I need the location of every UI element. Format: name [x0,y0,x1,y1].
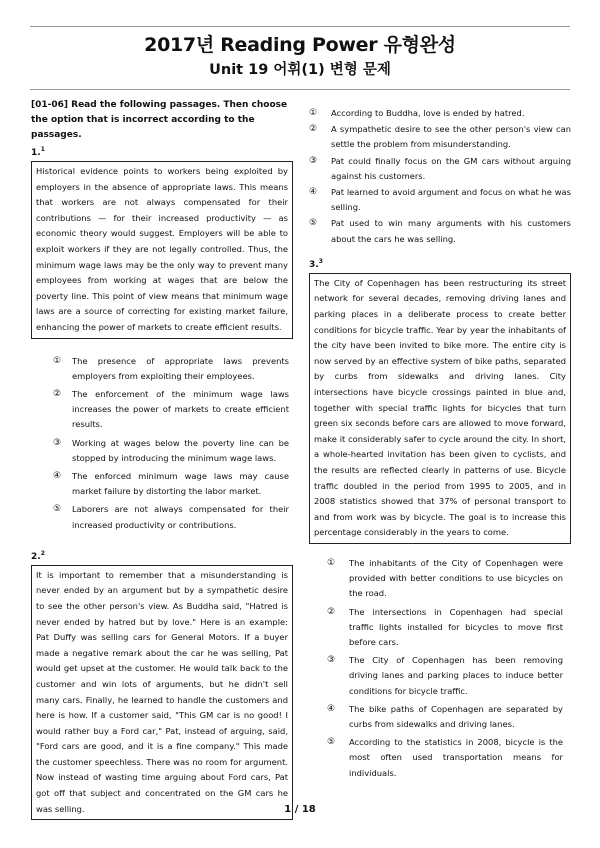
option-marker: ⑤ [53,504,62,515]
option-marker: ② [327,606,336,617]
option-marker: ③ [327,655,336,666]
option-text: Working at wages below the poverty line can be stopped by introducing the minimum wage laws. [72,437,289,463]
question-1-number [31,143,293,160]
right-column [309,106,571,784]
question-3-label: 3. [309,259,319,270]
option-text: The City of Copenhagen has been removing driving lanes and parking places to induce better conditions for bicycle traffic. [349,655,563,696]
option-marker: ③ [53,437,62,448]
option-marker: ④ [327,703,336,714]
option-text: According to Buddha, love is ended by hatred. [331,108,525,118]
option-text: The bike paths of Copenhagen are separated by curbs from sidewalks and driving lanes. [349,703,563,729]
option-text: The enforcement of the minimum wage laws increases the power of markets to create efficient results. [72,388,289,430]
option-text: The enforced minimum wage laws may cause market failure by distorting the labor market. [72,470,289,497]
question-3-passage: The City of Copenhagen has been restructuring its street network for several decades, removing driving lanes and parking places in a deliberate process to create better conditions for bicycle traffic. Year by year the inhabitants of the city have been invited to bike more. The entire city is now served by an effective system of bike paths, separated by curbs from sidewalks and driving lanes. City intersections have bicycle crossings painted in blue and, together with special traffic lights for bicycles that turn green six seconds before cars are allowed to move forward, make it considerably safer to cycle around the city. In short, a whole-hearted invitation has been given to cyclists, and the results are reflected clearly in patterns of use. Bicycle traffic doubled in the period from 1995 to 2005, and in 2008 statistics showed that 37% of personal transport to and from work was by bicycle. The goal is to increase this percentage considerably in the years to come. [309,273,571,544]
left-column [31,97,293,820]
option-text: According to the statistics in 2008, bicycle is the most often used transportation means for individuals. [349,737,563,778]
question-1-option-3[interactable] [53,436,289,466]
option-text: Pat learned to avoid argument and focus on what he was selling. [331,187,571,213]
question-2-footnote: 2 [40,549,45,557]
question-2-option-2[interactable] [309,122,571,152]
option-marker: ⑤ [309,218,318,229]
option-marker: ① [327,557,336,568]
question-3-option-1[interactable] [327,556,563,602]
question-2-option-5[interactable] [309,216,571,246]
page-number: 1 / 18 [284,804,316,815]
question-1-option-2[interactable] [53,387,289,433]
option-marker: ② [309,124,318,135]
question-3-option-4[interactable] [327,702,563,732]
page-title: 2017년 Reading Power 유형완성 [144,34,456,56]
question-3-options [327,556,563,781]
question-1-option-5[interactable] [53,502,289,532]
question-3-number [309,255,571,272]
instructions: [01-06] Read the following passages. Then choose the option that is incorrect according to the passages. [31,100,288,140]
header-top-rule [30,26,570,27]
header-bottom-rule [30,89,570,90]
question-1-footnote: 1 [40,146,45,153]
question-2-option-4[interactable] [309,185,571,215]
question-3-footnote: 3 [318,257,323,265]
question-2-options [309,106,571,247]
option-text: Pat used to win many arguments with his customers about the cars he was selling. [331,218,571,244]
question-3-option-5[interactable] [327,735,563,781]
option-marker: ① [309,108,318,118]
option-text: Laborers are not always compensated for their increased productivity or contributions. [72,504,289,530]
option-marker: ④ [309,187,318,198]
question-2-label: 2. [31,551,41,562]
question-3-option-2[interactable] [327,605,563,651]
option-marker: ③ [309,155,318,166]
option-marker: ② [53,388,62,399]
question-1-options [53,354,289,533]
option-marker: ① [53,355,62,366]
option-marker: ④ [53,470,62,481]
option-text: The inhabitants of the City of Copenhagen were provided with better conditions to use bicycles on the road. [349,557,563,599]
question-2-number [31,547,293,564]
option-text: The presence of appropriate laws prevents employers from exploiting their employees. [72,355,289,381]
question-2-option-1[interactable] [309,106,571,121]
page-subtitle: Unit 19 어휘(1) 변형 문제 [209,62,391,78]
question-1-passage: Historical evidence points to workers being exploited by employers in the absence of appropriate laws. This means that workers are not always compensated for their contributions — for their increased productivity — as economic theory would suggest. Employers will be able to exploit workers if they are not legally controlled. Thus, the minimum wage laws may be the only way to prevent many employees from working at wages that are below the poverty line. This point of view means that minimum wage laws are a source of correcting for existing market failure, enhancing the power of markets to create efficient results. [31,161,293,339]
question-1-option-4[interactable] [53,469,289,499]
question-2-option-3[interactable] [309,154,571,184]
question-1-option-1[interactable] [53,354,289,384]
option-marker: ⑤ [327,737,336,748]
option-text: Pat could finally focus on the GM cars without arguing against his customers. [331,155,571,181]
question-2-passage: It is important to remember that a misunderstanding is never ended by an argument but by a sympathetic desire to see the other person's view. As Buddha said, "Hatred is never ended by hatred but by love." Here is an example: Pat Duffy was selling cars for General Motors. If a buyer made a negative remark about the car he was selling, Pat would get upset at the customer. He would talk back to the customer and win lots of arguments, but he didn't sell many cars. Finally, he learned to handle the customers and here is how. If a customer said, "This GM car is no good! I would rather buy a Ford car," Pat, instead of arguing, said, "Ford cars are good, and it is a fine company." This made the customer speechless. There was no room for argument. Now instead of wasting time arguing about Ford cars, Pat got off that subject and concentrated on the GM cars he was selling. [31,565,293,821]
option-text: The intersections in Copenhagen had special traffic lights installed for bicycles to move first before cars. [349,606,563,647]
option-text: A sympathetic desire to see the other person's view can settle the problem from misunderstanding. [331,124,571,150]
question-1-label: 1. [31,148,41,158]
question-3-option-3[interactable] [327,653,563,699]
